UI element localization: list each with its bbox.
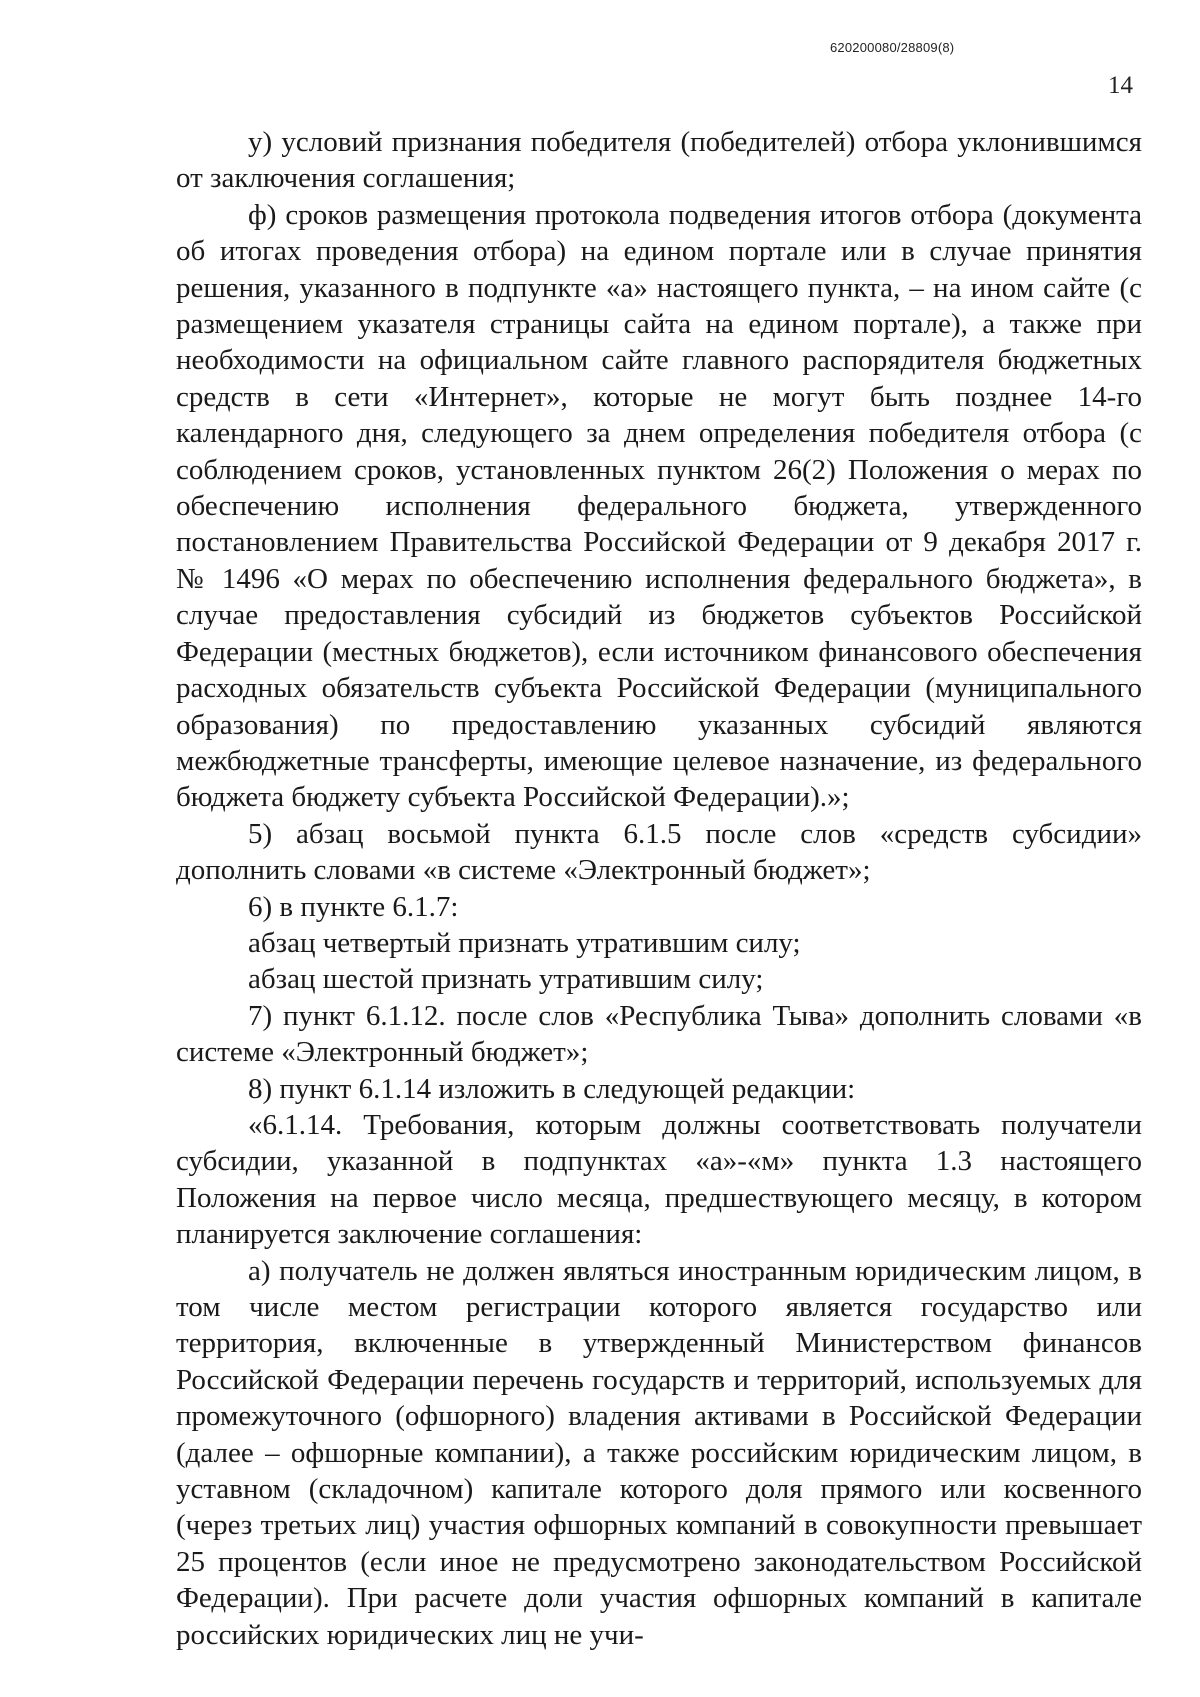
paragraph-item-6: 6) в пункте 6.1.7: [248,890,459,923]
paragraph-6-1-14: «6.1.14. Требования, которым должны соответствовать получатели субсидии, указанной в подпунктах «а»-«м» пункта 1.3 настоящего Положения на первое число месяца, предшествующего месяцу, в котором планируется заключение соглашения: [176,1108,1142,1251]
document-id: 620200080/28809(8) [830,40,955,55]
document-body [176,124,1142,1653]
paragraph-u: у) условий признания победителя (победителей) отбора уклонившимся от заключения соглашения; [176,126,1142,195]
paragraph-item-8: 8) пункт 6.1.14 изложить в следующей редакции: [248,1072,856,1105]
paragraph-f: ф) сроков размещения протокола подведения итогов отбора (документа об итогах проведения отбора) на едином портале или в случае принятия решения, указанного в подпункте «а» настоящего пункта, – на ином сайте (с размещением указателя страницы сайта на едином портале), а также при необходимости на официальном сайте главного распорядителя бюджетных средств в сети «Интернет», которые не могут быть позднее 14-го календарного дня, следующего за днем определения победителя отбора (с соблюдением сроков, установленных пунктом 26(2) Положения о мерах по обеспечению исполнения федерального бюджета, утвержденного постановлением Правительства Российской Федерации от 9 декабря 2017 г. № 1496 «О мерах по обеспечению исполнения федерального бюджета», в случае предоставления субсидий из бюджетов субъектов Российской Федерации (местных бюджетов), если источником финансового обеспечения расходных обязательств субъекта Российской Федерации (муниципального образования) по предоставлению указанных субсидий являются межбюджетные трансферты, имеющие целевое назначение, из федерального бюджета бюджету субъекта Российской Федерации).»; [176,198,1142,814]
paragraph-item-7: 7) пункт 6.1.12. после слов «Республика Тыва» дополнить словами «в системе «Электронный бюджет»; [176,999,1142,1069]
paragraph-item-5: 5) абзац восьмой пункта 6.1.5 после слов «средств субсидии» дополнить словами «в системе «Электронный бюджет»; [176,817,1142,887]
paragraph-item-6-abzac-6: абзац шестой признать утратившим силу; [248,963,764,996]
page-number: 14 [1108,72,1133,99]
paragraph-item-6-abzac-4: абзац четвертый признать утратившим силу; [248,926,801,959]
paragraph-a: а) получатель не должен являться иностранным юридическим лицом, в том числе местом регистрации которого является государство или территория, включенные в утвержденный Министерством финансов Российской Федерации перечень государств и территорий, используемых для промежуточного (офшорного) владения активами в Российской Федерации (далее – офшорные компании), а также российским юридическим лицом, в уставном (складочном) капитале которого доля прямого или косвенного (через третьих лиц) участия офшорных компаний в совокупности превышает 25 процентов (если иное не предусмотрено законодательством Российской Федерации). При расчете доли участия офшорных компаний в капитале российских юридических лиц не учи- [176,1254,1142,1651]
